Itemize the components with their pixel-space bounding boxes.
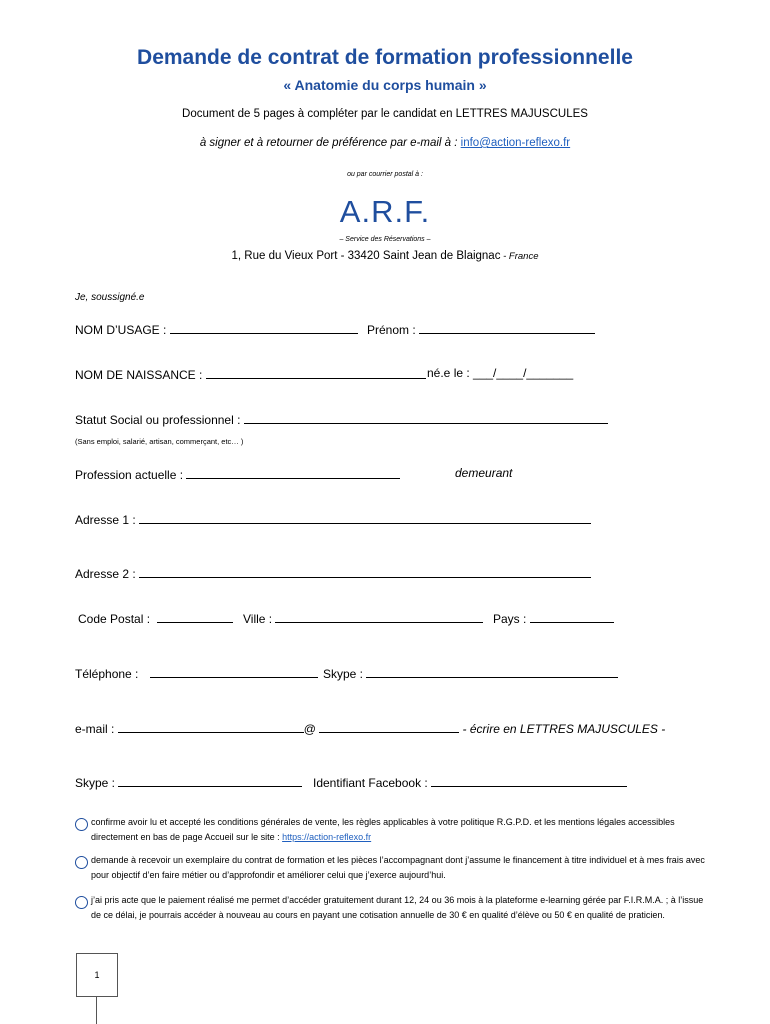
nom-naissance-label: NOM DE NAISSANCE :	[75, 368, 203, 382]
radio-contrat[interactable]	[75, 856, 88, 869]
statut-hint: (Sans emploi, salarié, artisan, commerçant, etc… )	[75, 437, 244, 446]
email-row	[75, 720, 665, 736]
pays-field[interactable]	[530, 610, 614, 623]
statut-row	[75, 411, 608, 427]
prenom-label: Prénom :	[367, 323, 416, 337]
adresse2-row	[75, 565, 591, 581]
telephone-label: Téléphone :	[75, 667, 139, 681]
prenom-row	[367, 321, 595, 337]
email-at: @	[303, 722, 316, 736]
option-paiement-text: j’ai pris acte que le paiement réalisé me permet d’accéder gratuitement durant 12, 24 ou 36 mois à la plateforme e-learning gérée par F.I.R.M.A. ; à l’issue de ce délai, je pourrais accéder à nouveau au cours en payant une cotisation annuelle de 30 € en qualité d’élève ou 50 € en qualité de praticien.	[91, 895, 704, 920]
nom-naissance-row	[75, 366, 426, 382]
sign-text: à signer et à retourner de préférence par e-mail à :	[199, 137, 461, 149]
email-note: - écrire en LETTRES MAJUSCULES -	[459, 722, 666, 736]
radio-cgv[interactable]	[75, 818, 88, 831]
telephone-field[interactable]	[150, 665, 318, 678]
adresse2-field[interactable]	[139, 565, 591, 578]
profession-row	[75, 466, 400, 482]
contact-email-link[interactable]: info@action-reflexo.fr	[460, 137, 571, 149]
instruction-text: Document de 5 pages à compléter par le candidat en LETTRES MAJUSCULES	[182, 108, 588, 120]
email-user-field[interactable]	[118, 720, 304, 733]
profession-label: Profession actuelle :	[75, 468, 184, 482]
nom-usage-field[interactable]	[170, 321, 358, 334]
pays-label: Pays :	[493, 612, 527, 626]
statut-label: Statut Social ou professionnel :	[75, 413, 241, 427]
skype-field-1[interactable]	[366, 665, 618, 678]
pays-row	[493, 610, 614, 626]
skype-row-2	[75, 774, 302, 790]
sign-instruction	[0, 137, 770, 149]
facebook-field[interactable]	[431, 774, 627, 787]
skype-row-1	[323, 665, 618, 681]
ville-row	[243, 610, 483, 626]
option-contrat	[75, 853, 715, 883]
facebook-label: Identifiant Facebook :	[313, 776, 428, 790]
document-title: Demande de contrat de formation professionnelle	[137, 46, 633, 69]
email-label: e-mail :	[75, 722, 115, 736]
address-country: - France	[500, 251, 539, 262]
email-domain-field[interactable]	[319, 720, 459, 733]
page-number-tick	[96, 996, 97, 1024]
adresse1-label: Adresse 1 :	[75, 513, 136, 527]
ville-label: Ville :	[243, 612, 273, 626]
postal-address	[0, 250, 770, 262]
skype-field-2[interactable]	[118, 774, 302, 787]
code-postal-label: Code Postal :	[78, 612, 151, 626]
skype-label-1: Skype :	[323, 667, 364, 681]
date-naissance[interactable]: né.e le : ___/____/_______	[427, 366, 574, 380]
option-contrat-text: demande à recevoir un exemplaire du contrat de formation et les pièces l’accompagnant dont j’assume le financement à titre individuel et à mes frais avec pour objectif d’en faire métier ou d’approfondir et améliorer celui que j’exerce aujourd’hui.	[91, 855, 705, 880]
nom-naissance-field[interactable]	[206, 366, 426, 379]
option-paiement	[75, 893, 715, 923]
option-cgv	[75, 815, 715, 845]
intro-soussigne: Je, soussigné.e	[75, 292, 145, 303]
telephone-row	[75, 665, 318, 681]
document-subtitle: « Anatomie du corps humain »	[283, 77, 487, 93]
code-postal-row	[78, 610, 233, 626]
option-cgv-text: confirme avoir lu et accepté les conditions générales de vente, les règles applicables à votre politique R.G.P.D. et les mentions légales accessibles directement en bas de page Accueil sur le site :	[91, 817, 675, 842]
code-postal-field[interactable]	[157, 610, 233, 623]
postal-note: ou par courrier postal à :	[347, 171, 423, 178]
adresse1-field[interactable]	[139, 511, 591, 524]
profession-field[interactable]	[186, 466, 400, 479]
nom-usage-row	[75, 321, 358, 337]
service-label: – Service des Réservations –	[339, 236, 431, 243]
nom-usage-label: NOM D’USAGE :	[75, 323, 167, 337]
prenom-field[interactable]	[419, 321, 595, 334]
adresse1-row	[75, 511, 591, 527]
statut-field[interactable]	[244, 411, 608, 424]
demeurant-label: demeurant	[455, 466, 513, 480]
address-text: 1, Rue du Vieux Port - 33420 Saint Jean de Blaignac	[231, 250, 501, 262]
ville-field[interactable]	[275, 610, 483, 623]
facebook-row	[313, 774, 627, 790]
radio-paiement[interactable]	[75, 896, 88, 909]
adresse2-label: Adresse 2 :	[75, 567, 136, 581]
skype-label-2: Skype :	[75, 776, 116, 790]
site-link[interactable]: https://action-reflexo.fr	[282, 832, 372, 842]
page-number: 1	[76, 953, 118, 997]
brand-name: A.R.F.	[339, 194, 431, 229]
